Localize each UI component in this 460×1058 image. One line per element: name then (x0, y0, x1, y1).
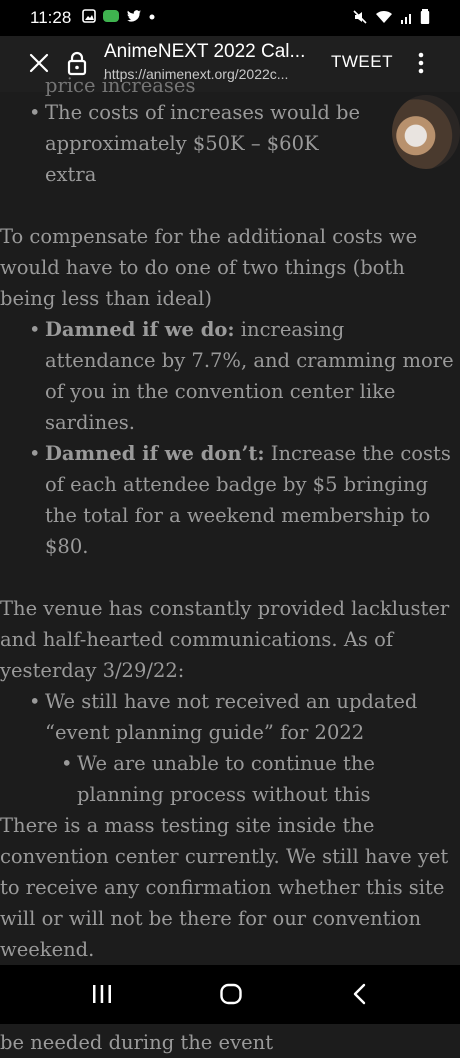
more-options-icon[interactable] (414, 50, 428, 76)
home-icon[interactable] (219, 982, 243, 1006)
twitter-icon (126, 9, 142, 23)
list-item-guide: • We still have not received an updated “event planning guide” for 2022 (45, 686, 460, 748)
options-list (0, 314, 460, 562)
battery-icon (420, 9, 430, 25)
wifi-icon (374, 9, 394, 25)
damned-dont-label: Damned if we don’t: (45, 442, 265, 465)
main-list-2 (0, 593, 460, 686)
list-item-cost-increase: • The costs of increases would be approximately $50K – $60K extra (45, 97, 460, 190)
list-item-testing: • There is a mass testing site inside the convention center currently. We still have yet to receive any confirmation whether this site will or will not be there for our convention weekend. (0, 810, 460, 965)
status-time: 11:28 (30, 8, 72, 27)
damned-dont-text: Increase the costs of each attendee badge by $5 bringing the total for a weekend membership to $80. (45, 442, 451, 558)
main-list-1 (0, 221, 460, 314)
list-item-unable: • We are unable to continue the planning process without this (77, 748, 460, 810)
page-title[interactable]: AnimeNEXT 2022 Cal... (104, 41, 306, 62)
system-nav-bar (0, 965, 460, 1024)
dot-icon (148, 9, 156, 23)
list-item-venue: • The venue has constantly provided lackluster and half-hearted communications. As of yesterday 3/29/22: (0, 593, 460, 686)
tweet-button[interactable]: TWEET (331, 52, 393, 71)
mute-icon (352, 9, 368, 25)
guide-sublist (0, 748, 460, 810)
cost-list (0, 97, 460, 190)
damned-do-text: increasing attendance by 7.7%, and cramming more of you in the convention center like sardines. (45, 318, 454, 434)
list-item-damned-if-we-dont (45, 438, 460, 562)
recent-apps-icon[interactable] (90, 982, 114, 1006)
image-icon (82, 9, 96, 23)
venue-sublist (0, 686, 460, 748)
signal-icon (400, 9, 414, 25)
list-item-compensate: • To compensate for the additional costs we would have to do one of two things (both being less than ideal) (0, 221, 460, 314)
cut-off-line: price increases (45, 74, 196, 97)
damned-do-label: Damned if we do: (45, 318, 235, 341)
list-item-emts: • be needed during the event (0, 965, 460, 1058)
status-bar (0, 0, 460, 36)
notification-app-icon (102, 9, 120, 23)
back-icon[interactable] (348, 982, 372, 1006)
list-item-damned-if-we-do (45, 314, 460, 438)
page-url[interactable]: https://animenext.org/2022c... (104, 66, 289, 82)
